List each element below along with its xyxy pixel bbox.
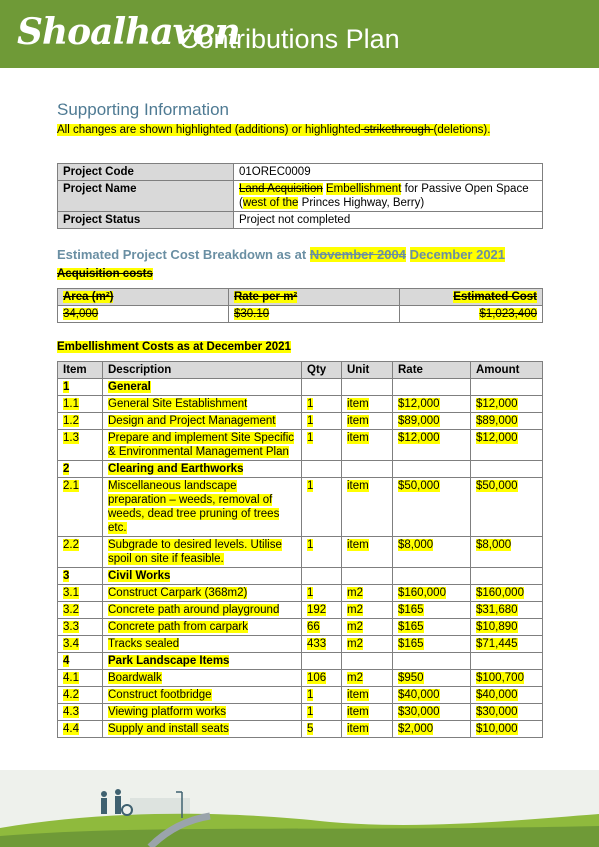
table-cell bbox=[342, 430, 393, 461]
table-cell bbox=[342, 704, 393, 721]
embellishment-heading-text: Embellishment Costs as at December 2021 bbox=[57, 341, 291, 353]
table-cell bbox=[58, 704, 103, 721]
cell-text: 433 bbox=[307, 638, 327, 650]
cell-text: 1 bbox=[307, 689, 314, 701]
table-cell bbox=[342, 670, 393, 687]
table-cell bbox=[103, 721, 302, 738]
project-status-value: Project not completed bbox=[234, 212, 543, 229]
cell-text: $12,000 bbox=[398, 398, 440, 410]
table-cell bbox=[103, 478, 302, 537]
table-cell bbox=[58, 396, 103, 413]
notice-strike-text: strikethrough bbox=[360, 124, 434, 136]
table-cell bbox=[103, 379, 302, 396]
cell-text: $1,023,400 bbox=[479, 308, 537, 320]
cell-text: $2,000 bbox=[398, 723, 434, 735]
table-cell bbox=[302, 413, 342, 430]
table-cell bbox=[58, 687, 103, 704]
table-cell bbox=[393, 704, 471, 721]
table-cell bbox=[471, 537, 543, 568]
cell-text: Prepare and implement Site Specific & Environmental Management Plan bbox=[108, 432, 295, 458]
cell-text: 4.4 bbox=[63, 723, 79, 735]
table-row bbox=[58, 537, 543, 568]
table-cell bbox=[342, 396, 393, 413]
cell-text: 192 bbox=[307, 604, 327, 616]
table-cell bbox=[58, 430, 103, 461]
cell-text: m2 bbox=[347, 587, 363, 599]
cell-text: Clearing and Earthworks bbox=[108, 463, 244, 475]
table-cell bbox=[58, 478, 103, 537]
cost-heading-text: Estimated Project Cost Breakdown as at bbox=[57, 247, 310, 262]
table-cell bbox=[58, 379, 103, 396]
cell-text: 1 bbox=[307, 480, 314, 492]
added-date: December 2021 bbox=[409, 247, 506, 262]
table-cell bbox=[471, 619, 543, 636]
table-cell bbox=[393, 602, 471, 619]
table-cell bbox=[471, 636, 543, 653]
table-cell bbox=[302, 461, 342, 478]
cell-text: 3.1 bbox=[63, 587, 79, 599]
cell-text: item bbox=[347, 689, 369, 701]
cost-heading bbox=[57, 247, 505, 262]
table-cell bbox=[302, 396, 342, 413]
table-cell bbox=[471, 585, 543, 602]
cell-text: 2.2 bbox=[63, 539, 79, 551]
cell-text: Tracks sealed bbox=[108, 638, 180, 650]
table-cell bbox=[393, 379, 471, 396]
column-header bbox=[400, 289, 543, 306]
cell-text: item bbox=[347, 539, 369, 551]
table-cell bbox=[103, 653, 302, 670]
cell-text: m2 bbox=[347, 672, 363, 684]
cell-text: 2 bbox=[63, 463, 70, 475]
table-cell bbox=[103, 430, 302, 461]
table-cell bbox=[342, 461, 393, 478]
table-cell bbox=[103, 602, 302, 619]
table-row bbox=[58, 478, 543, 537]
cell-text: $160,000 bbox=[476, 587, 524, 599]
cell-text: $71,445 bbox=[476, 638, 518, 650]
cell-text: 3.3 bbox=[63, 621, 79, 633]
notice-text-end: (deletions). bbox=[433, 124, 491, 136]
table-cell bbox=[58, 585, 103, 602]
column-header-text: Estimated Cost bbox=[453, 291, 537, 303]
table-cell bbox=[342, 413, 393, 430]
table-row bbox=[58, 670, 543, 687]
table-cell bbox=[58, 602, 103, 619]
cell-text: 66 bbox=[307, 621, 320, 633]
table-cell bbox=[471, 413, 543, 430]
column-header: Rate bbox=[393, 362, 471, 379]
table-cell bbox=[103, 396, 302, 413]
change-notice bbox=[57, 124, 490, 136]
cell-text: $165 bbox=[398, 638, 424, 650]
notice-text: All changes are shown highlighted (additions) or highlighted bbox=[57, 124, 361, 136]
table-row bbox=[58, 687, 543, 704]
cell-text: 1 bbox=[307, 539, 314, 551]
table-cell bbox=[471, 396, 543, 413]
table-cell bbox=[393, 461, 471, 478]
cell-text: item bbox=[347, 398, 369, 410]
cell-text: item bbox=[347, 415, 369, 427]
added-text: Embellishment bbox=[325, 183, 402, 195]
table-cell bbox=[302, 537, 342, 568]
cell-text: 1.2 bbox=[63, 415, 79, 427]
table-cell bbox=[393, 568, 471, 585]
added-text: west of the bbox=[242, 197, 299, 209]
table-cell bbox=[302, 568, 342, 585]
table-cell bbox=[471, 704, 543, 721]
cell-text: 4.1 bbox=[63, 672, 79, 684]
table-cell bbox=[393, 413, 471, 430]
table-cell bbox=[103, 704, 302, 721]
cell-text: 3.4 bbox=[63, 638, 79, 650]
table-cell bbox=[471, 379, 543, 396]
table-cell bbox=[393, 636, 471, 653]
cell-text: $10,000 bbox=[476, 723, 518, 735]
table-cell bbox=[103, 687, 302, 704]
table-cell bbox=[471, 461, 543, 478]
cell-text: 4.2 bbox=[63, 689, 79, 701]
table-group-row bbox=[58, 461, 543, 478]
table-cell bbox=[103, 585, 302, 602]
cell-text: 1 bbox=[307, 706, 314, 718]
table-cell bbox=[302, 478, 342, 537]
cell-text: $89,000 bbox=[476, 415, 518, 427]
table-row bbox=[58, 704, 543, 721]
cell-text: 1 bbox=[307, 415, 314, 427]
table-cell bbox=[393, 396, 471, 413]
name-text: Princes Highway, Berry) bbox=[298, 197, 425, 209]
cell-text: Supply and install seats bbox=[108, 723, 229, 735]
cell-text: Construct footbridge bbox=[108, 689, 212, 701]
cell-text: Subgrade to desired levels. Utilise spoil on site if feasible. bbox=[108, 539, 282, 565]
table-cell bbox=[471, 478, 543, 537]
deleted-text: Land Acquisition bbox=[239, 183, 323, 195]
column-header bbox=[229, 289, 400, 306]
table-cell bbox=[58, 537, 103, 568]
cell-text: 2.1 bbox=[63, 480, 79, 492]
project-name-label: Project Name bbox=[58, 181, 234, 212]
cell-text: $950 bbox=[398, 672, 424, 684]
cell-text: $100,700 bbox=[476, 672, 524, 684]
column-header-text: Area (m²) bbox=[63, 291, 114, 303]
table-row bbox=[58, 602, 543, 619]
cell-text: 106 bbox=[307, 672, 327, 684]
column-header: Qty bbox=[302, 362, 342, 379]
cell-text: $30.10 bbox=[234, 308, 270, 320]
page-header bbox=[0, 0, 599, 68]
table-cell bbox=[393, 619, 471, 636]
table-cell bbox=[229, 306, 400, 323]
cell-text: Miscellaneous landscape preparation – weeds, removal of weeds, dead tree pruning of trees etc. bbox=[108, 480, 280, 534]
cell-text: $8,000 bbox=[398, 539, 434, 551]
table-cell bbox=[342, 619, 393, 636]
acquisition-heading bbox=[57, 268, 153, 280]
table-cell bbox=[302, 585, 342, 602]
column-header: Unit bbox=[342, 362, 393, 379]
cell-text: $30,000 bbox=[398, 706, 440, 718]
table-cell bbox=[58, 619, 103, 636]
table-group-row bbox=[58, 568, 543, 585]
cell-text: $165 bbox=[398, 604, 424, 616]
cell-text: 5 bbox=[307, 723, 314, 735]
table-row bbox=[58, 306, 543, 323]
table-cell bbox=[471, 687, 543, 704]
table-cell bbox=[342, 537, 393, 568]
cell-text: $160,000 bbox=[398, 587, 446, 599]
table-cell bbox=[342, 721, 393, 738]
table-cell bbox=[400, 306, 543, 323]
cell-text: item bbox=[347, 723, 369, 735]
table-cell bbox=[302, 602, 342, 619]
cell-text: $12,000 bbox=[476, 398, 518, 410]
table-cell bbox=[58, 670, 103, 687]
table-header-row bbox=[58, 362, 543, 379]
cell-text: $40,000 bbox=[476, 689, 518, 701]
cell-text: m2 bbox=[347, 604, 363, 616]
table-cell bbox=[393, 585, 471, 602]
table-group-row bbox=[58, 653, 543, 670]
table-row bbox=[58, 430, 543, 461]
table-cell bbox=[302, 636, 342, 653]
cell-text: m2 bbox=[347, 638, 363, 650]
cell-text: item bbox=[347, 480, 369, 492]
deleted-date: November 2004 bbox=[309, 247, 406, 262]
cell-text: item bbox=[347, 706, 369, 718]
cell-text: 1.1 bbox=[63, 398, 79, 410]
cell-text: 1 bbox=[307, 432, 314, 444]
table-cell bbox=[302, 430, 342, 461]
table-cell bbox=[58, 568, 103, 585]
embellishment-table-body bbox=[58, 379, 543, 738]
table-row bbox=[58, 181, 543, 212]
table-cell bbox=[471, 430, 543, 461]
cell-text: Concrete path from carpark bbox=[108, 621, 248, 633]
column-header: Amount bbox=[471, 362, 543, 379]
table-row bbox=[58, 212, 543, 229]
cell-text: General Site Establishment bbox=[108, 398, 248, 410]
table-cell bbox=[393, 687, 471, 704]
table-cell bbox=[58, 636, 103, 653]
table-cell bbox=[58, 306, 229, 323]
table-cell bbox=[342, 602, 393, 619]
table-cell bbox=[471, 670, 543, 687]
cell-text: 1 bbox=[63, 381, 70, 393]
embellishment-heading bbox=[57, 341, 291, 353]
table-cell bbox=[342, 379, 393, 396]
cell-text: 4.3 bbox=[63, 706, 79, 718]
cell-text: Concrete path around playground bbox=[108, 604, 280, 616]
table-row bbox=[58, 636, 543, 653]
cell-text: $31,680 bbox=[476, 604, 518, 616]
cell-text: $12,000 bbox=[398, 432, 440, 444]
table-cell bbox=[342, 478, 393, 537]
project-code-value: 01OREC0009 bbox=[234, 164, 543, 181]
table-row bbox=[58, 164, 543, 181]
cell-text: 3 bbox=[63, 570, 70, 582]
table-cell bbox=[302, 653, 342, 670]
column-header: Item bbox=[58, 362, 103, 379]
table-cell bbox=[103, 670, 302, 687]
cell-text: 34,000 bbox=[63, 308, 99, 320]
table-cell bbox=[393, 430, 471, 461]
table-cell bbox=[393, 670, 471, 687]
table-row bbox=[58, 396, 543, 413]
table-cell bbox=[302, 670, 342, 687]
table-cell bbox=[103, 461, 302, 478]
column-header: Description bbox=[103, 362, 302, 379]
table-cell bbox=[58, 721, 103, 738]
cell-text: 1.3 bbox=[63, 432, 79, 444]
column-header-text: Rate per m² bbox=[234, 291, 298, 303]
table-header-row bbox=[58, 289, 543, 306]
table-cell bbox=[471, 721, 543, 738]
table-cell bbox=[103, 636, 302, 653]
table-cell bbox=[302, 379, 342, 396]
cell-text: Park Landscape Items bbox=[108, 655, 230, 667]
table-cell bbox=[103, 413, 302, 430]
shoalhaven-logo: Shoalhaven bbox=[17, 11, 240, 53]
table-row bbox=[58, 585, 543, 602]
plan-title: Contributions Plan bbox=[179, 24, 400, 54]
cell-text: 3.2 bbox=[63, 604, 79, 616]
table-cell bbox=[471, 568, 543, 585]
table-cell bbox=[103, 537, 302, 568]
name-text: for Passive Open Space ( bbox=[239, 183, 529, 209]
table-cell bbox=[58, 653, 103, 670]
table-cell bbox=[471, 653, 543, 670]
table-cell bbox=[471, 602, 543, 619]
table-cell bbox=[342, 585, 393, 602]
acquisition-heading-text: Acquisition costs bbox=[57, 268, 153, 280]
table-cell bbox=[393, 478, 471, 537]
table-cell bbox=[342, 653, 393, 670]
table-cell bbox=[393, 537, 471, 568]
cell-text: item bbox=[347, 432, 369, 444]
column-header bbox=[58, 289, 229, 306]
project-status-label: Project Status bbox=[58, 212, 234, 229]
table-cell bbox=[393, 721, 471, 738]
cell-text: $89,000 bbox=[398, 415, 440, 427]
table-row bbox=[58, 413, 543, 430]
cell-text: $10,890 bbox=[476, 621, 518, 633]
cell-text: $50,000 bbox=[398, 480, 440, 492]
table-cell bbox=[342, 568, 393, 585]
cell-text: $30,000 bbox=[476, 706, 518, 718]
cell-text: Viewing platform works bbox=[108, 706, 227, 718]
section-title: Supporting Information bbox=[57, 100, 229, 119]
table-cell bbox=[393, 653, 471, 670]
cell-text: Boardwalk bbox=[108, 672, 162, 684]
table-cell bbox=[302, 619, 342, 636]
cell-text: Construct Carpark (368m2) bbox=[108, 587, 248, 599]
cell-text: $8,000 bbox=[476, 539, 512, 551]
cell-text: 4 bbox=[63, 655, 70, 667]
project-info-table bbox=[57, 163, 543, 229]
cell-text: m2 bbox=[347, 621, 363, 633]
cell-text: Design and Project Management bbox=[108, 415, 276, 427]
table-cell bbox=[342, 687, 393, 704]
cell-text: $40,000 bbox=[398, 689, 440, 701]
embellishment-table bbox=[57, 361, 543, 738]
cell-text: Civil Works bbox=[108, 570, 171, 582]
table-group-row bbox=[58, 379, 543, 396]
cell-text: General bbox=[108, 381, 151, 393]
project-code-label: Project Code bbox=[58, 164, 234, 181]
table-cell bbox=[302, 721, 342, 738]
cell-text: 1 bbox=[307, 587, 314, 599]
footer-landscape bbox=[0, 770, 599, 847]
table-cell bbox=[103, 568, 302, 585]
table-cell bbox=[302, 704, 342, 721]
cell-text: 1 bbox=[307, 398, 314, 410]
cell-text: $165 bbox=[398, 621, 424, 633]
table-cell bbox=[58, 413, 103, 430]
table-cell bbox=[103, 619, 302, 636]
table-cell bbox=[342, 636, 393, 653]
table-cell bbox=[302, 687, 342, 704]
acquisition-table bbox=[57, 288, 543, 323]
table-cell bbox=[58, 461, 103, 478]
cell-text: $50,000 bbox=[476, 480, 518, 492]
table-row bbox=[58, 721, 543, 738]
cell-text: $12,000 bbox=[476, 432, 518, 444]
project-name-value bbox=[234, 181, 543, 212]
table-row bbox=[58, 619, 543, 636]
